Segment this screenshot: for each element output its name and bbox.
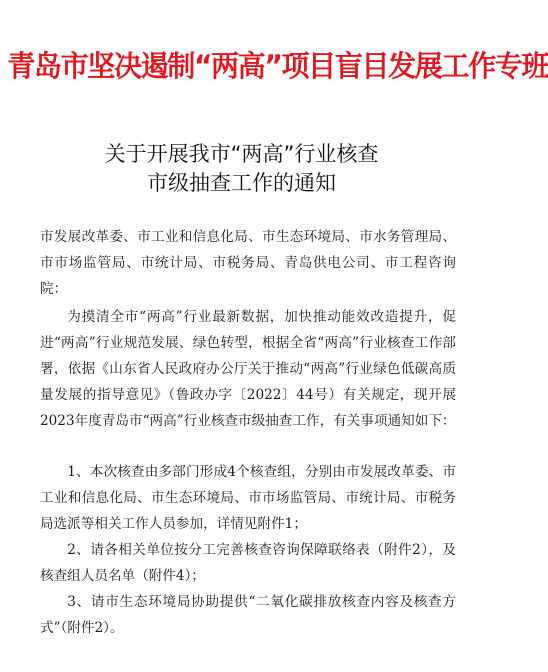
list-item-2: 2、请各相关单位按分工完善核查咨询保障联络表（附件2），及核查组人员名单（附件4）； <box>40 542 456 584</box>
document-title-line-1: 关于开展我市“两高”行业核查 <box>104 142 379 166</box>
list-item-1: 1、本次核查由多部门形成4个核查组，分别由市发展改革委、市工业和信息化局、市生态环境局、市市场监管局、市统计局、市税务局选派等相关工作人员参加，详情见附件1； <box>40 464 456 532</box>
list-item-3: 3、请市生态环境局协助提供“二氧化碳排放核查内容及核查方式”（附件2）。 <box>40 594 456 636</box>
intro-paragraph: 为摸清全市“两高”行业最新数据，加快推动能效改造提升，促进“两高”行业规范发展、绿色转型，根据全省“两高”行业核查工作部署，依据《山东省人民政府办公厅关于推动“两高”行业绿色低碳高质量发展的指导意见》（鲁政办字〔2022〕44号）有关规定，现开展2023年度青岛市“两高”行业核查市级抽查工作，有关事项通知如下： <box>40 309 456 429</box>
recipients-paragraph: 市发展改革委、市工业和信息化局、市生态环境局、市水务管理局、市市场监管局、市统计局、市税务局、青岛供电公司、市工程咨询院： <box>40 229 456 297</box>
letterhead-title: 青岛市坚决遏制“两高”项目盲目发展工作专班 <box>7 49 548 83</box>
document-title-line-2: 市级抽查工作的通知 <box>147 171 336 195</box>
